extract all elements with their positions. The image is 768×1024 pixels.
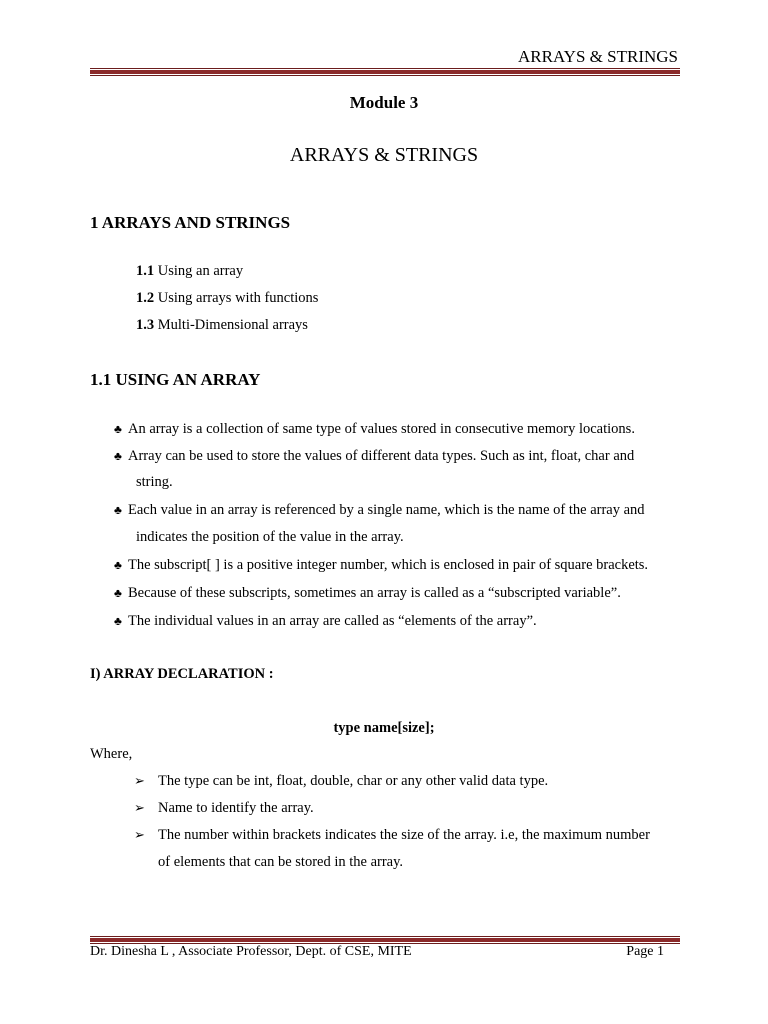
list-item: ➢ The type can be int, float, double, char or any other valid data type. — [134, 773, 549, 789]
club-bullet-icon: ♣ — [114, 614, 122, 628]
list-item-continuation: string. — [136, 474, 173, 490]
list-item: ♣ Array can be used to store the values of different data types. Such as int, float, char and — [114, 448, 635, 464]
list-item-continuation: indicates the position of the value in the array. — [136, 529, 404, 545]
list-item: ♣ Because of these subscripts, sometimes an array is called as a “subscripted variable”. — [114, 585, 621, 601]
arrow-bullet-icon: ➢ — [134, 773, 145, 788]
section-heading-arrays-and-strings: 1 ARRAYS AND STRINGS — [90, 213, 291, 232]
footer-page-number: Page 1 — [626, 944, 664, 959]
list-item: ♣ An array is a collection of same type of values stored in consecutive memory locations. — [114, 421, 635, 437]
list-item-continuation: of elements that can be stored in the array. — [158, 854, 404, 870]
list-item: ♣ The individual values in an array are called as “elements of the array”. — [114, 613, 537, 629]
club-bullet-icon: ♣ — [114, 422, 122, 436]
toc-item: 1.3 Multi-Dimensional arrays — [136, 317, 308, 333]
list-item: ♣ The subscript[ ] is a positive integer number, which is enclosed in pair of square brackets. — [114, 557, 649, 573]
section-heading-using-an-array: 1.1 USING AN ARRAY — [90, 370, 261, 389]
toc-item: 1.1 Using an array — [136, 263, 244, 279]
toc-item: 1.2 Using arrays with functions — [136, 290, 319, 306]
club-bullet-icon: ♣ — [114, 586, 122, 600]
module-label: Module 3 — [349, 93, 419, 112]
club-bullet-icon: ♣ — [114, 558, 122, 572]
header-rule — [90, 68, 680, 76]
arrow-bullet-icon: ➢ — [134, 827, 145, 842]
list-item: ➢ Name to identify the array. — [134, 800, 314, 816]
page-title: ARRAYS & STRINGS — [289, 144, 479, 166]
list-item: ♣ Each value in an array is referenced by a single name, which is the name of the array and — [114, 502, 645, 518]
footer-author: Dr. Dinesha L , Associate Professor, Dept. of CSE, MITE — [90, 944, 412, 959]
syntax-line: type name[size]; — [333, 720, 435, 736]
list-item: ➢ The number within brackets indicates the size of the array. i.e, the maximum number — [134, 827, 650, 843]
subheading-array-declaration: I) ARRAY DECLARATION : — [90, 666, 274, 682]
arrow-bullet-icon: ➢ — [134, 800, 145, 815]
footer-rule — [90, 936, 680, 944]
club-bullet-icon: ♣ — [114, 503, 122, 517]
running-header-title: ARRAYS & STRINGS — [518, 47, 678, 66]
where-label: Where, — [90, 746, 133, 762]
club-bullet-icon: ♣ — [114, 449, 122, 463]
